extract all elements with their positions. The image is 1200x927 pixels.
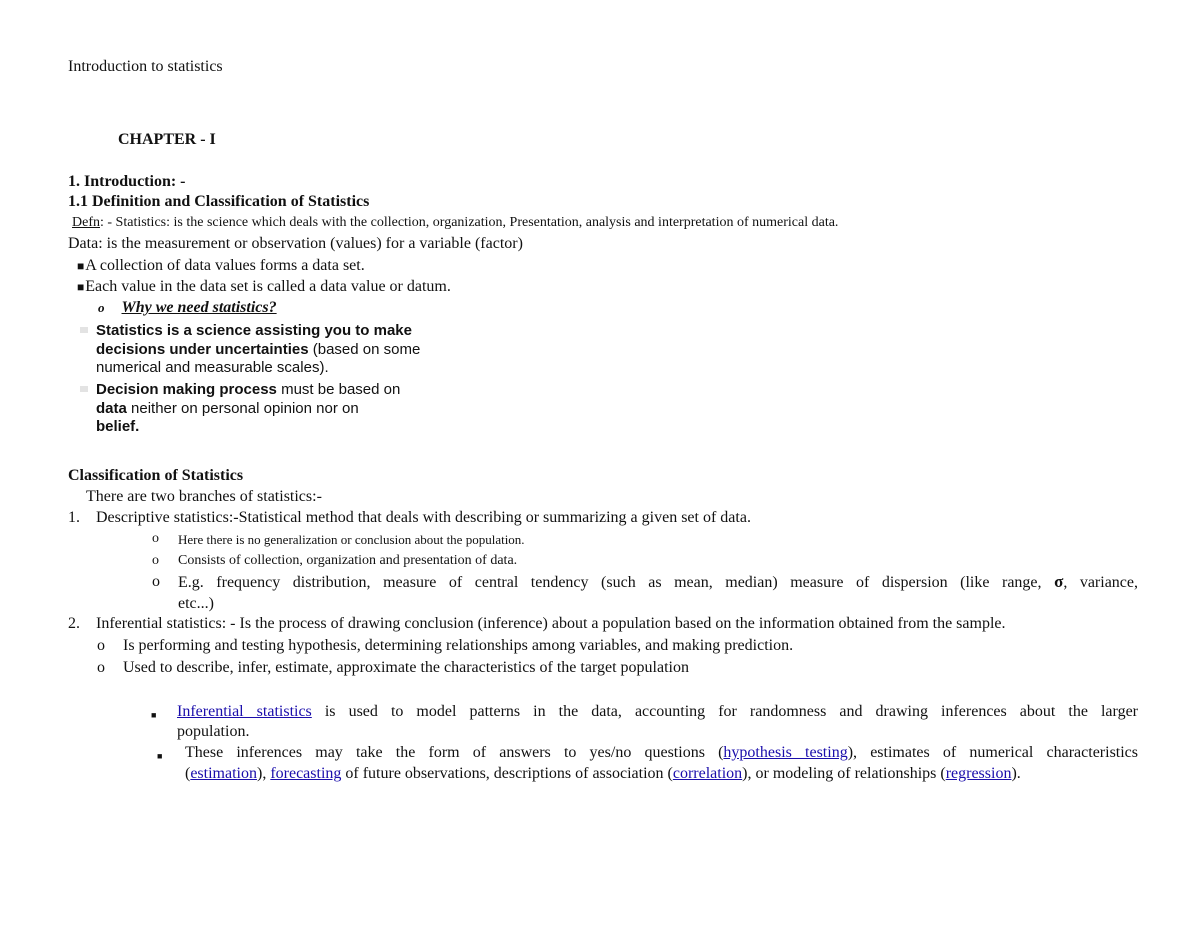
sub-item: Is performing and testing hypothesis, determining relationships among variables, and making prediction. [123,637,794,654]
estimation-link[interactable]: estimation [190,765,257,782]
wiki-paragraph: Inferential statistics is used to model patterns in the data, accounting for randomness and drawing inferences about the larger [177,703,1139,720]
sigma-symbol: σ [1054,572,1064,591]
definition-line [72,213,838,233]
circle-bullet-icon: o [152,531,159,546]
slide-text: Statistics is a science assisting you to make [96,322,412,339]
chapter-title: CHAPTER - I [118,131,216,148]
slide-text: numerical and measurable scales). [96,359,329,376]
slide-text: decisions under uncertainties (based on some [96,341,421,358]
list-number: 2. [68,615,80,632]
defn-label: Defn [72,215,100,230]
square-bullet-icon: ■ [77,259,85,273]
wiki-paragraph-continuation: population. [177,723,250,740]
list-number: 1. [68,509,80,526]
list-item: ■Each value in the data set is called a data value or datum. [77,278,451,295]
subsection-heading: 1.1 Definition and Classification of Statistics [68,193,370,210]
circle-bullet-icon: o [152,553,159,568]
classification-heading: Classification of Statistics [68,467,244,484]
sub-item: Here there is no generalization or conclusion about the population. [178,532,525,547]
classification-intro: There are two branches of statistics:- [86,488,322,505]
data-definition: Data: is the measurement or observation (values) for a variable (factor) [68,235,523,252]
sub-item: E.g. frequency distribution, measure of central tendency (such as mean, median) measure of dispersion (like range, σ, variance, [178,572,1139,591]
wiki-paragraph: These inferences may take the form of answers to yes/no questions (hypothesis testing), estimates of numerical characteristics [185,744,1139,761]
why-heading: Why we need statistics? [121,299,277,316]
list-item: ■A collection of data values forms a data set. [77,257,365,274]
descriptive-statistics: Descriptive statistics:-Statistical method that deals with describing or summarizing a given set of data. [96,509,751,526]
square-bullet-icon: ■ [151,710,157,720]
inferential-statistics: Inferential statistics: - Is the process of drawing conclusion (inference) about a population based on the information obtained from the sample. [96,615,1006,632]
hypothesis-testing-link[interactable]: hypothesis testing [723,744,848,761]
correlation-link[interactable]: correlation [672,765,743,782]
sub-item: Used to describe, infer, estimate, approximate the characteristics of the target population [123,659,689,676]
document-header: Introduction to statistics [68,58,223,75]
slide-text: Decision making process must be based on [96,381,401,398]
slide-text: data neither on personal opinion nor on [96,400,359,417]
sub-item: Consists of collection, organization and presentation of data. [178,553,518,568]
circle-bullet-icon: o [97,659,105,676]
circle-bullet-icon: o [97,637,105,654]
sub-item-continuation: etc...) [178,595,214,612]
square-bullet-icon: ■ [157,751,163,761]
slide-text: belief. [96,418,140,435]
regression-link[interactable]: regression [945,765,1012,782]
slide-bullet-icon [80,327,88,333]
inferential-statistics-link[interactable]: Inferential statistics [177,703,312,720]
circle-bullet-icon: o [152,573,160,590]
forecasting-link[interactable]: forecasting [270,765,342,782]
circle-bullet-icon: o [98,300,105,315]
section-heading: 1. Introduction: - [68,173,186,190]
slide-bullet-icon [80,386,88,392]
square-bullet-icon: ■ [77,280,85,294]
wiki-paragraph-continuation: (estimation), forecasting of future observations, descriptions of association (correlation), or modeling of relationships (regression). [185,765,1021,782]
why-item [98,298,277,318]
defn-text: : - Statistics: is the science which deals with the collection, organization, Presentation, analysis and interpretation of numerical data. [100,215,839,230]
